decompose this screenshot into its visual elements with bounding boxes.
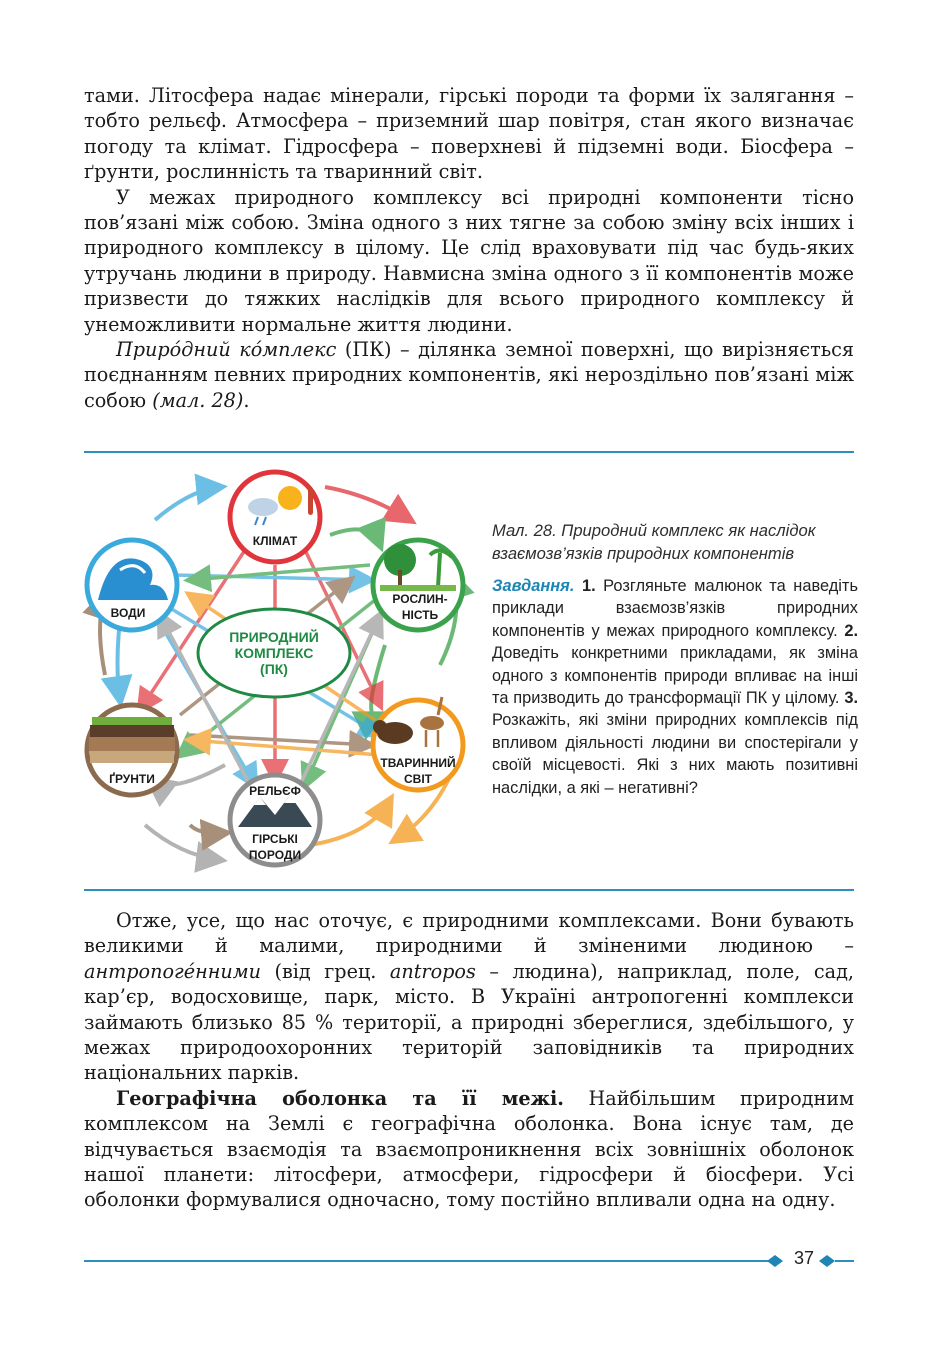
node-soils bbox=[87, 705, 177, 795]
relief-sub-label-1: ГІРСЬКІ bbox=[252, 832, 298, 846]
task-number-1: 1. bbox=[581, 577, 596, 595]
term-anthropogenic: антропоге́нними bbox=[84, 959, 261, 983]
task-2: Доведіть конкретними прикладами, як зміна одного з компонентів природи впливає на інші та призводить до трансформації ПК у цілому. bbox=[492, 644, 858, 708]
figure-top-rule bbox=[84, 451, 854, 453]
task-label: Завдання. bbox=[492, 577, 575, 595]
climate-label: КЛІМАТ bbox=[252, 534, 298, 548]
paragraph: У межах природного комплексу всі природні компоненти тісно пов’язані між собою. Зміна одного з них тягне за собою зміну всіх інших і природного комплексу в цілому. Це слід враховувати під час будь-яких утручань людини в природу. Навмисна зміна одного з її компонентів може призвести до тяжких наслідків для всього природного комплексу й унеможливити нормальне життя людини. bbox=[84, 185, 854, 336]
text-run: Отже, усе, що нас оточує, є природними комплексами. Вони бувають великими й малими, природними й зміненими людиною – bbox=[84, 909, 854, 958]
center-label-2: КОМПЛЕКС bbox=[234, 645, 314, 661]
relief-label: РЕЛЬЄФ bbox=[249, 784, 301, 798]
definition-text: (ПК) – ділянка земної поверхні, що вирізняється поєднанням певних природних компонентів, які нероздільно пов’язані між собою bbox=[84, 338, 855, 412]
task-1: Розгляньте малюнок та наведіть приклади взаємозв’язків природних компонентів у межах природного комплексу. bbox=[492, 577, 858, 640]
soil-layers-icon bbox=[89, 717, 175, 763]
footer-rule bbox=[84, 1260, 770, 1262]
text-run: – людина), наприклад, поле, сад, кар’єр, водосховище, парк, місто. В Україні антропогенні комплекси займають близько 85 % території, а природні збереглися, здебільшого, у межах природоохоронних територій заповідників та природних національних парків. bbox=[84, 959, 855, 1085]
task-text bbox=[492, 575, 858, 799]
figure-reference: (мал. 28) bbox=[152, 388, 244, 412]
greek-word: antropos bbox=[389, 959, 476, 983]
figure-bottom-rule bbox=[84, 889, 854, 891]
vegetation-label-2: НІСТЬ bbox=[401, 608, 439, 622]
footer-right-ornament-icon bbox=[818, 1253, 854, 1269]
definition-paragraph bbox=[84, 337, 854, 413]
wildlife-label-2: СВІТ bbox=[404, 772, 432, 786]
footer-left-ornament-icon bbox=[766, 1253, 784, 1269]
paragraph: тами. Літосфера надає мінерали, гірські породи та форми їх залягання – тобто рельєф. Атмосфера – приземний шар повітря, стан якого визначає погоду та клімат. Гідросфера – поверхневі й підземні води. Біосфера – ґрунти, рослинність та тваринний світ. bbox=[84, 84, 854, 184]
center-label-3: (ПК) bbox=[260, 661, 288, 677]
figure-caption-column bbox=[492, 520, 858, 799]
node-climate bbox=[230, 472, 320, 562]
top-text bbox=[84, 83, 854, 413]
relief-sub-label-2: ПОРОДИ bbox=[248, 848, 302, 862]
center-node bbox=[198, 609, 350, 697]
figure-caption: Мал. 28. Природний комплекс як наслідок взаємозв’язків природних компонентів bbox=[492, 521, 816, 563]
page-footer bbox=[84, 1250, 854, 1270]
paragraph bbox=[84, 1086, 854, 1213]
page-number: 37 bbox=[794, 1248, 815, 1268]
section-heading-inline: Географічна оболонка та її межі. bbox=[116, 1086, 564, 1110]
definition-term: Приро́дний ко́мплекс bbox=[116, 338, 337, 362]
wildlife-label-1: ТВАРИННИЙ bbox=[380, 756, 456, 770]
center-label-1: ПРИРОДНИЙ bbox=[229, 629, 319, 645]
paragraph bbox=[84, 908, 854, 1086]
text-run: (від грец. bbox=[260, 959, 390, 983]
natural-complex-diagram bbox=[80, 465, 480, 883]
task-number-3: 3. bbox=[844, 689, 858, 708]
text-run: Найбільшим природним комплексом на Землі є географічна оболонка. Вона існує там, де відчувається взаємодія та взаємопроникнення всіх зовнішніх оболонок нашої планети: літосфери, атмосфери, гідросфери й біосфери. Усі оболонки формувалися одночасно, тому постійно впливали одна на одну. bbox=[84, 1086, 854, 1212]
node-vegetation bbox=[373, 540, 463, 630]
task-number-2: 2. bbox=[844, 621, 858, 640]
vegetation-label-1: РОСЛИН- bbox=[392, 592, 448, 606]
node-waters bbox=[87, 540, 177, 630]
soils-label: ҐРУНТИ bbox=[109, 772, 155, 786]
waters-label: ВОДИ bbox=[110, 606, 146, 620]
node-relief bbox=[230, 775, 320, 865]
bottom-text bbox=[84, 908, 854, 1213]
definition-end: . bbox=[243, 388, 250, 412]
node-wildlife bbox=[373, 697, 463, 790]
task-3: Розкажіть, які зміни природних комплексів під впливом діяльності людини ви спостерігали у своїй місцевості. Які з них мають позитивні наслідки, а які – негативні? bbox=[492, 711, 858, 797]
